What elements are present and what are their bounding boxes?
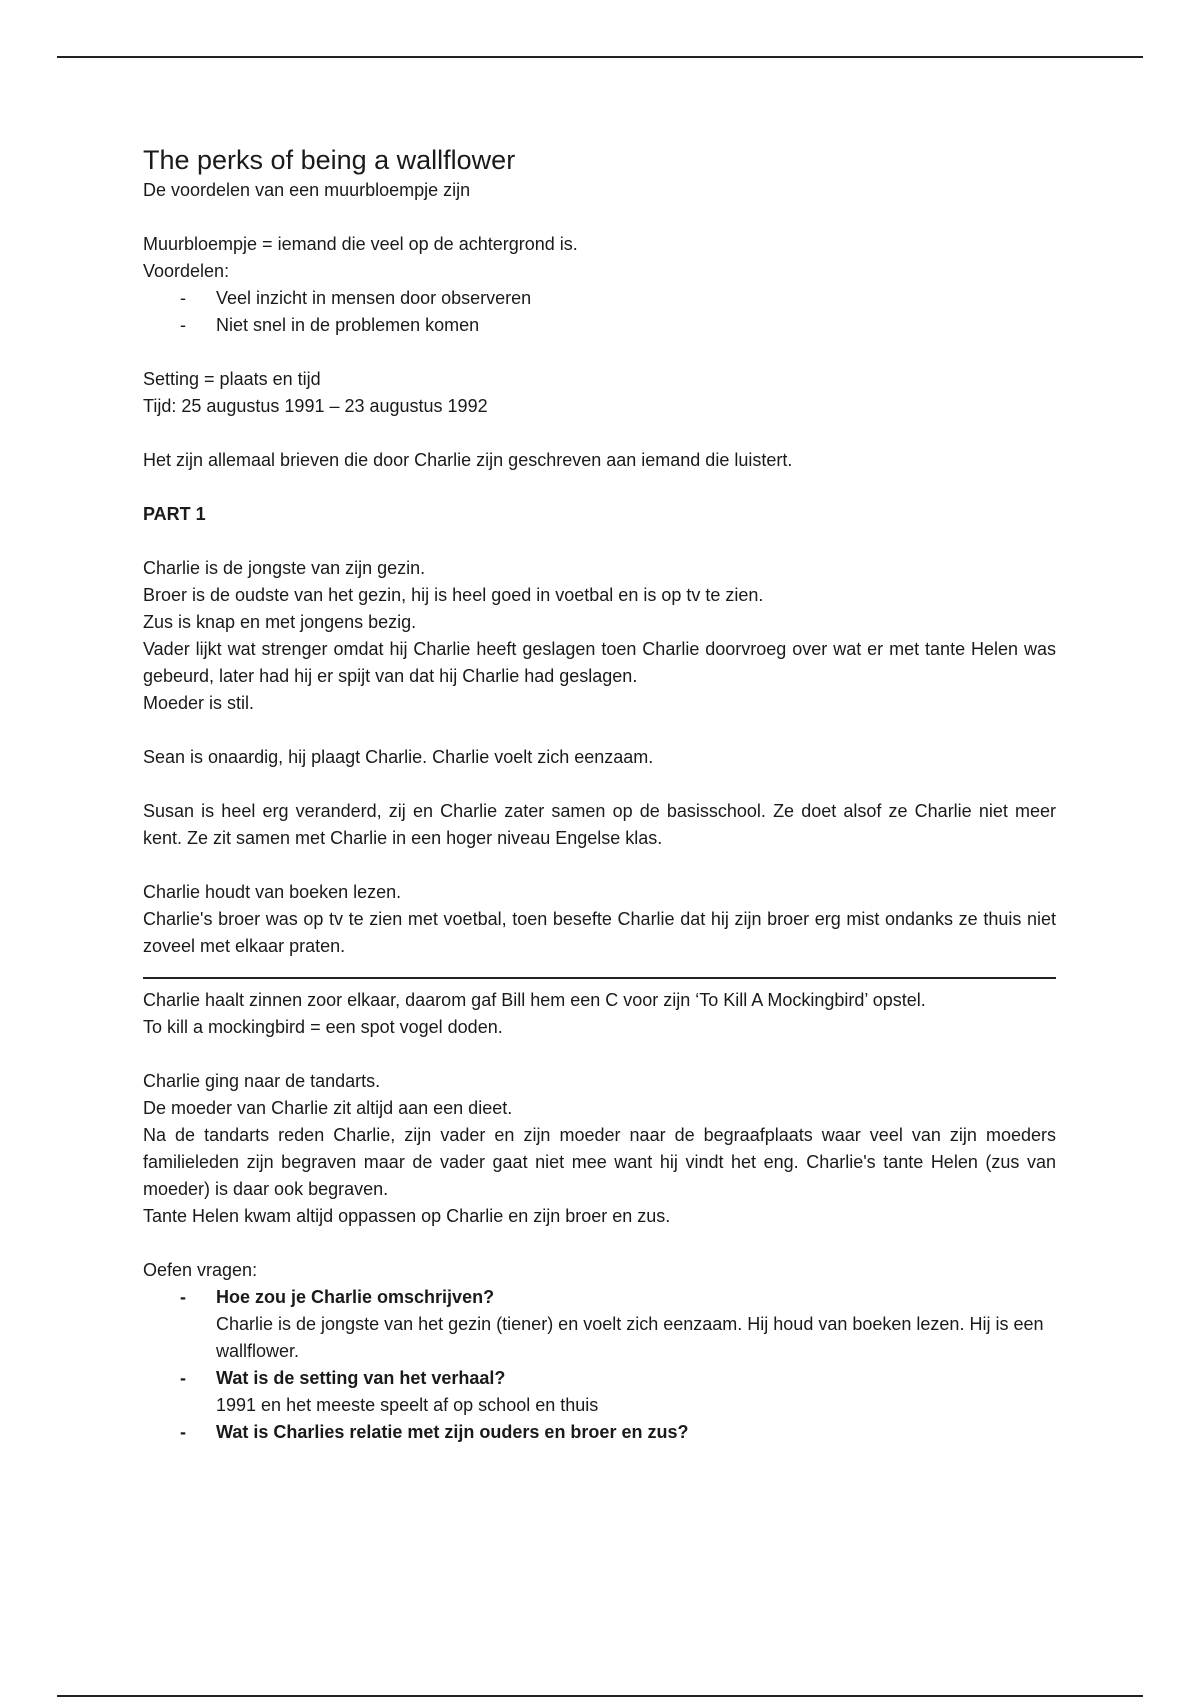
advantages-list — [143, 285, 1056, 339]
page-bottom-rule — [57, 1695, 1143, 1697]
section-divider — [143, 977, 1056, 979]
family-line: Vader lijkt wat strenger omdat hij Charlie heeft geslagen toen Charlie doorvroeg over wat er met tante Helen was gebeurd, later had hij er spijt van dat hij Charlie had geslagen. — [143, 639, 1056, 686]
dentist-line: De moeder van Charlie zit altijd aan een dieet. — [143, 1098, 513, 1118]
books-line: Charlie's broer was op tv te zien met voetbal, toen besefte Charlie dat hij zijn broer erg mist ondanks ze thuis niet zoveel met elkaar praten. — [143, 909, 1056, 956]
question-text: Wat is Charlies relatie met zijn ouders en broer en zus? — [216, 1422, 689, 1442]
exercises-label: Oefen vragen: — [143, 1260, 258, 1280]
question-item — [143, 1284, 1056, 1365]
family-line: Charlie is de jongste van zijn gezin. — [143, 558, 426, 578]
answer-text: Charlie is de jongste van het gezin (tiener) en voelt zich eenzaam. Hij houd van boeken lezen. Hij is een wallflower. — [216, 1314, 1044, 1361]
dentist-line: Na de tandarts reden Charlie, zijn vader en zijn moeder naar de begraafplaats waar veel van zijn moeders familieleden zijn begraven maar de vader gaat niet mee want hij vindt het eng. Charlie's tante Helen (zus van moeder) is daar ook begraven. — [143, 1125, 1056, 1199]
page-top-rule — [57, 56, 1143, 58]
dash-bullet: - — [180, 1368, 186, 1388]
list-item: - Niet snel in de problemen komen — [143, 312, 1056, 339]
dash-bullet: - — [180, 1422, 186, 1442]
family-line: Broer is de oudste van het gezin, hij is heel goed in voetbal en is op tv te zien. — [143, 585, 764, 605]
dash-bullet: - — [180, 315, 186, 335]
advantages-label: Voordelen: — [143, 261, 230, 281]
document-subtitle: De voordelen van een muurbloempje zijn — [143, 180, 471, 200]
dentist-line: Charlie ging naar de tandarts. — [143, 1071, 381, 1091]
family-line: Zus is knap en met jongens bezig. — [143, 612, 417, 632]
dash-bullet: - — [180, 1287, 186, 1307]
letters-note: Het zijn allemaal brieven die door Charlie zijn geschreven aan iemand die luistert. — [143, 450, 793, 470]
wallflower-definition: Muurbloempje = iemand die veel op de achtergrond is. — [143, 234, 578, 254]
dash-bullet: - — [180, 288, 186, 308]
question-text: Hoe zou je Charlie omschrijven? — [216, 1287, 495, 1307]
setting-time: Tijd: 25 augustus 1991 – 23 augustus 1992 — [143, 396, 488, 416]
question-item — [143, 1365, 1056, 1419]
question-text: Wat is de setting van het verhaal? — [216, 1368, 506, 1388]
answer-text: 1991 en het meeste speelt af op school en thuis — [216, 1395, 599, 1415]
mockingbird-line: To kill a mockingbird = een spot vogel doden. — [143, 1017, 503, 1037]
exercise-questions — [143, 1284, 1056, 1446]
document-page — [143, 143, 1056, 1446]
document-title: The perks of being a wallflower — [143, 145, 516, 175]
setting-definition: Setting = plaats en tijd — [143, 369, 321, 389]
books-line: Charlie houdt van boeken lezen. — [143, 882, 402, 902]
question-item — [143, 1419, 1056, 1446]
list-item: - Veel inzicht in mensen door observeren — [143, 285, 1056, 312]
mockingbird-line: Charlie haalt zinnen zoor elkaar, daarom gaf Bill hem een C voor zijn ‘To Kill A Mockingbird’ opstel. — [143, 990, 926, 1010]
sean-paragraph: Sean is onaardig, hij plaagt Charlie. Charlie voelt zich eenzaam. — [143, 747, 654, 767]
susan-paragraph: Susan is heel erg veranderd, zij en Charlie zater samen op de basisschool. Ze doet alsof ze Charlie niet meer kent. Ze zit samen met Charlie in een hoger niveau Engelse klas. — [143, 801, 1056, 848]
dentist-line: Tante Helen kwam altijd oppassen op Charlie en zijn broer en zus. — [143, 1206, 671, 1226]
part-heading: PART 1 — [143, 504, 206, 524]
family-line: Moeder is stil. — [143, 693, 255, 713]
